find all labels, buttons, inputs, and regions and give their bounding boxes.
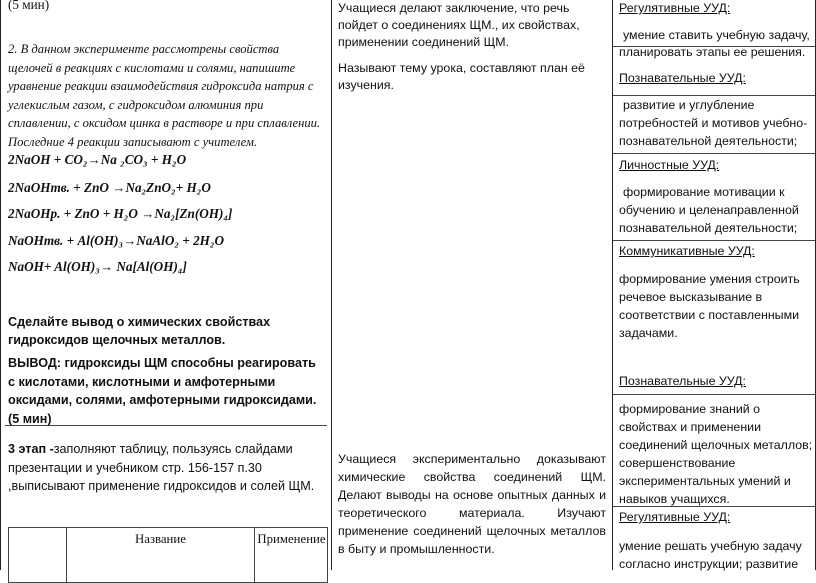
students-experiment: Учащиеся экспериментально доказывают химические свойства соединений ЩМ. Делают выводы на основе опытных данных и теоретического материала. Изучают применение соединений щелочных металлов в быту и промышленности. <box>338 452 606 556</box>
conclusion-text: ВЫВОД: гидроксиды ЩМ способны реагировать с кислотами, кислотными и амфотерными оксидами, солями, амфотерными гидроксидами.(5 мин) <box>8 356 317 426</box>
task-2-text: 2. В данном эксперименте рассмотрены свойства щелочей в реакциях с кислотами и солями, напишите уравнение реакции взаимодействия гидроксида натрия с углекислым газом, с гидроксидом алюминия при сплавлении, с оксидом цинка в растворе и при сплавлении. Последние 4 реакции записывают с учителем. <box>8 42 321 149</box>
heading-cognitive-1: Познавательные УУД: <box>619 71 746 85</box>
usage-table-col-empty <box>9 528 67 582</box>
text-cognitive-2: формирование знаний о свойствах и применении соединений щелочных металлов; совершенствование экспериментальных умений и навыков учащихся. <box>619 402 813 506</box>
separator-pers <box>613 153 815 154</box>
separator-cog2 <box>613 394 815 395</box>
text-regulative-2: умение решать учебную задачу согласно инструкции; развитие <box>619 539 802 571</box>
column-divider-2 <box>612 0 613 570</box>
text-communicative: формирование умения строить речевое высказывание в соответствии с поставленными задачами. <box>619 272 800 340</box>
stage-3-label: 3 этап - <box>8 442 54 456</box>
equation-1: 2NaOH + CO₂→Na ₂CO₃ + H₂O <box>8 152 187 167</box>
equation-2: 2NaOHтв. + ZnO →Na₂ZnO₂+ H₂O <box>8 180 211 195</box>
heading-regulative-1: Регулятивные УУД: <box>619 1 731 15</box>
students-topic: Называют тему урока, составляют план её изучения. <box>338 61 585 92</box>
usage-table-header-name: Название <box>67 528 255 582</box>
stage-3-text <box>8 440 328 496</box>
heading-personal: Личностные УУД: <box>619 158 720 172</box>
text-regulative-1: умение ставить учебную задачу, планировать этапы ее решения. <box>619 28 810 59</box>
table-border-left <box>0 0 1 570</box>
text-cognitive-1: развитие и углубление потребностей и мотивов учебно-познавательной деятельности; <box>619 98 808 148</box>
heading-regulative-2: Регулятивные УУД: <box>619 510 731 524</box>
usage-table-header-usage: Применение <box>257 532 326 546</box>
heading-communicative: Коммуникативные УУД: <box>619 244 755 258</box>
text-personal: формирование мотивации к обучению и целенаправленной познавательной деятельности; <box>619 185 799 235</box>
heading-cognitive-2: Познавательные УУД: <box>619 374 746 388</box>
column-divider-1 <box>331 0 332 570</box>
stage-3-body: заполняют таблицу, пользуясь слайдами презентации и учебником стр. 156-157 п.30 ,выписывают применение гидроксидов и солей ЩМ. <box>8 442 315 493</box>
students-conclusion: Учащиеся делают заключение, что речь пойдет о соединениях ЩМ., их свойствах, применении соединений ЩМ. <box>338 1 580 49</box>
usage-table <box>8 527 328 583</box>
separator-comm <box>613 240 815 241</box>
equation-3: 2NaOHр. + ZnO + H₂O →Na₂[Zn(OH)₄] <box>8 206 233 221</box>
equation-4: NaOHтв. + Al(OH)₃→NaAlO₂ + 2H₂O <box>8 233 225 248</box>
conclusion-task: Сделайте вывод о химических свойствах гидроксидов щелочных металлов. <box>8 315 271 347</box>
time-label: (5 мин) <box>8 0 50 12</box>
equation-5: NaOH+ Al(OH)₃→ Na[Al(OH)₄] <box>8 259 187 274</box>
